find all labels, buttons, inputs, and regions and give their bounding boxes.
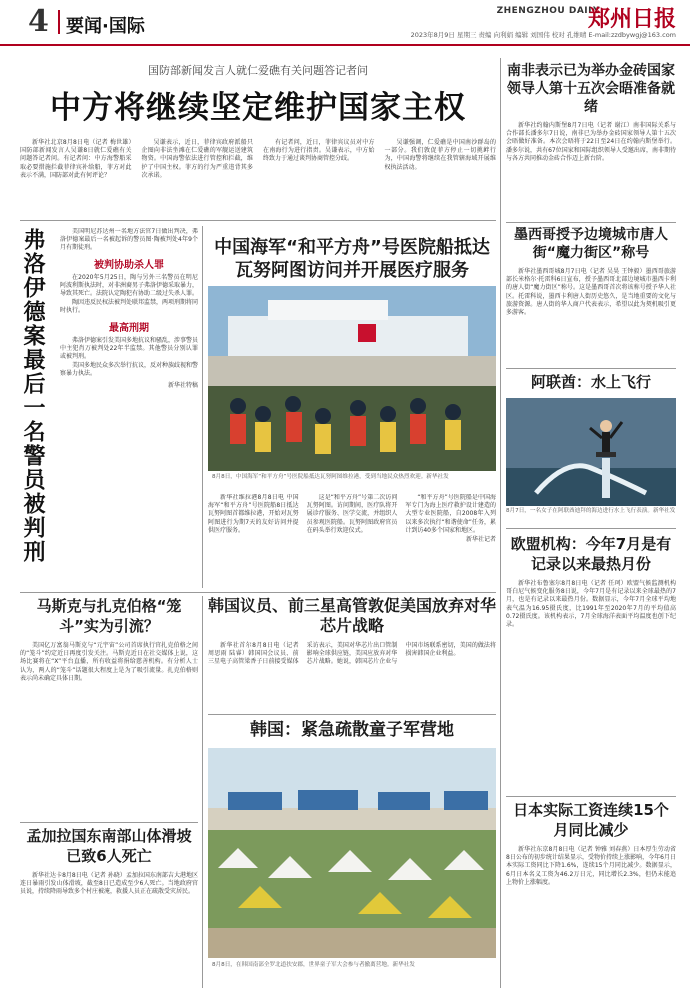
vertical-subhead-1: 被判协助杀人罪 — [94, 259, 164, 271]
water-flying-caption: 8月7日，一名女子在阿联酋迪拜的海边进行水上飞行表演。新华社发 — [506, 508, 676, 514]
feature-col-1 — [208, 494, 299, 545]
south-africa-paragraph: 新华社约翰内斯堡8月7日电（记者 谢江）南非国际关系与合作部长潘多尔7日说，南非已为举办金砖国家领导人第十五次会晤做好准备。本次会晤将于22日至24日在约翰内斯堡举行。潘多尔说，共有67位国家和国际组织领导人受邀出席，南非期待与各方共同推动金砖合作迈上新台阶。 — [506, 122, 676, 162]
feature-col-3 — [405, 494, 496, 545]
masthead-english: ZHENGZHOU DAILY — [496, 6, 600, 16]
europe-headline: 欧盟机构：今年7月是有记录以来最热月份 — [510, 535, 672, 573]
europe-paragraph: 新华社布鲁塞尔8月8日电（记者 任珂）欧盟气候监测机构哥白尼气候变化服务8日说，今年7月是有记录以来全球最热的7月，也是有记录以来最热月份。数据显示，今年7月全球平均地表气温为16.95摄氏度，比1991年至2020年7月的平均值高0.72摄氏度。该机构表示，7月全球海洋表面平均温度也创下纪录。 — [506, 580, 676, 629]
hospital-ship-photo — [208, 286, 496, 471]
rule-right-4 — [506, 796, 676, 797]
feature-paragraph: 新华社维拉港8月8日电 中国海军“和平方舟”号医院船8日抵达瓦努阿图首都维拉港，开始对瓦努阿图进行为期7天的友好访问并提供医疗服务。 — [208, 494, 299, 534]
rule-left-lower — [20, 592, 496, 593]
rule-vertical-right — [202, 226, 203, 588]
mexico-story — [506, 226, 676, 366]
korea-camp-story — [208, 720, 496, 746]
vertical-intro-text: 美国明尼苏达州一名地方法官7日做出判决，弗洛伊德案最后一名被起诉的警员图·陶被判处4年9个月有期徒刑。 — [60, 228, 198, 252]
japan-paragraph: 新华社东京8月8日电（记者 钟雅 刘春燕）日本厚生劳动省8日公布的初步统计结果显示，受物价持续上涨影响，今年6月日本实际工资同比下降1.6%，连续15个月同比减少。数据显示，6月日本名义工资为46.2万日元，同比增长2.3%，但仍未能追上物价上涨幅度。 — [506, 846, 676, 886]
lead-body-col-2 — [142, 139, 254, 181]
japan-headline: 日本实际工资连续15个月同比减少 — [513, 801, 669, 839]
bangladesh-headline: 孟加拉国东南部山体滑坡已致6人死亡 — [26, 827, 192, 865]
japan-body — [506, 846, 676, 887]
lead-body-col-1 — [20, 139, 132, 181]
musk-story — [20, 596, 198, 818]
rule-right-2 — [506, 368, 676, 369]
vertical-body-1 — [60, 274, 198, 316]
south-africa-story — [506, 62, 676, 220]
korea-us-headline: 韩国议员、前三星高管敦促美国放弃对华芯片战略 — [208, 596, 496, 635]
water-flying-illustration — [506, 398, 676, 506]
korea-us-story — [208, 596, 496, 712]
europe-body — [506, 580, 676, 629]
lead-body-paragraph: 新华社北京8月8日电（记者 梅世雄）国防部新闻发言人吴谦8日就仁爱礁有关问题答记者问。有记者问：中方海警船采取必要措施拦截菲律宾补给船，菲方对此表示不满，国防部对此有何评论？ — [20, 139, 132, 179]
korea-us-body — [208, 642, 496, 667]
vertical-paragraph: 美国多地民众多次举行抗议，反对种族歧视和警察暴力执法。 — [60, 362, 198, 378]
bangladesh-story — [20, 826, 198, 990]
masthead-logo: 郑州日报 — [587, 6, 676, 32]
south-africa-headline: 南非表示已为举办金砖国家领导人第十五次会晤准备就绪 — [507, 63, 675, 115]
water-flying-photo — [506, 398, 676, 506]
scout-camp-illustration — [208, 748, 496, 958]
uae-photo-headline: 阿联酋：水上飞行 — [530, 373, 651, 391]
feature-paragraph: 这是“和平方舟”号第二次访问瓦努阿图。访问期间，医疗队将开展诊疗服务、医学交流，并组织人员参观医院船。瓦努阿图政府官员在码头举行欢迎仪式。 — [306, 494, 398, 534]
lead-body-paragraph: 有记者问，近日，菲律宾议员对中方在南海行为进行指责。吴谦表示，中方始终致力于通过谈判协商管控分歧。 — [263, 139, 375, 163]
south-africa-body — [506, 122, 676, 163]
korea-camp-headline: 韩国：紧急疏散童子军营地 — [250, 720, 454, 740]
vertical-story — [60, 228, 198, 588]
lead-body-col-4 — [385, 139, 497, 181]
lead-headline: 中方将继续坚定维护国家主权 — [50, 90, 466, 126]
vertical-paragraph: 陶因违反民权法被判处联邦监禁，两项刑期将同时执行。 — [60, 299, 198, 315]
scout-camp-caption: 8月8日，在韩国南部全罗北道扶安郡，世界童子军大会参与者撤离营地。新华社发 — [212, 962, 415, 968]
feature-col-2 — [307, 494, 398, 545]
lead-story — [20, 62, 496, 220]
korea-us-paragraph: 新华社首尔8月8日电（记者 周思雨 陆睿）韩国国会议员、前三星电子高管梁香子日前接受媒体采访表示，美国对华芯片出口管制影响全球供应链，美国应放弃对华芯片战略。她说，韩国芯片企业与中国市场联系密切，美国的做法将损害韩国企业利益。 — [208, 642, 496, 666]
dateline: 2023年8月9日 星期三 责编 向利娟 编辑 刘国伟 校对 孔维晴 E-mail:zzdbywgj@163.com — [410, 31, 676, 39]
japan-story — [506, 800, 676, 990]
rule-right-3 — [506, 528, 676, 529]
rule-korea — [208, 714, 496, 715]
rule-right-1 — [506, 222, 676, 223]
section-divider — [58, 10, 60, 34]
page-number: 4 — [28, 4, 49, 39]
lead-body-paragraph: 吴谦表示，近日，菲律宾政府派船只企图向非法坐滩在仁爱礁的军舰运送建筑物资。中国海警依法进行管控和拦截，维护了中国主权。菲方的行为严重违背其多次承诺。 — [141, 139, 253, 179]
europe-story — [506, 534, 676, 794]
rule-under-lead — [20, 220, 496, 221]
rule-left-lower-2 — [20, 822, 198, 823]
feature-headline: 中国海军“和平方舟”号医院船抵达瓦努阿图访问并开展医疗服务 — [214, 237, 490, 281]
hospital-ship-caption: 8月8日，中国海军“和平方舟”号医院船抵达瓦努阿图维拉港，受到当地民众热烈欢迎。新华社发 — [212, 474, 449, 480]
vertical-intro — [60, 228, 198, 253]
lead-subhead: 国防部新闻发言人就仁爱礁有关问题答记者问 — [148, 64, 368, 77]
mexico-paragraph: 新华社墨西哥城8月7日电（记者 吴昊 王钟毅）墨西哥旅游部长米格尔·托雷科6日宣布，授予墨西哥北部边境城市墨西卡利的唐人街“魔力街区”称号。这是墨西哥首次将该称号授予华人社区。托雷科说，墨西卡利唐人街历史悠久，是当地重要的文化与旅游资源。唐人街的华人商户代表表示，希望以此为契机吸引更多游客。 — [506, 268, 676, 317]
scout-camp-photo — [208, 748, 496, 958]
bangladesh-paragraph: 新华社达卡8月8日电（记者 孙晓）孟加拉国东南部吉大港地区连日暴雨引发山体滑坡，截至8日已造成至少6人死亡。当地政府官员说，持续降雨导致多个村庄被淹，救援人员正在疏散受灾居民。 — [20, 872, 198, 896]
rule-left-lower-vertical — [202, 596, 203, 988]
mexico-body — [506, 268, 676, 317]
hospital-ship-illustration — [208, 286, 496, 471]
musk-headline: 马斯克与扎克伯格“笼斗”实为引流？ — [36, 597, 182, 635]
rule-right-column — [500, 58, 501, 988]
musk-paragraph: 美国亿万富翁马斯克与“元宇宙”公司首席执行官扎克伯格之间的“笼斗”约定近日再度引发关注。马斯克近日在社交媒体上说，这场比赛将在“X”平台直播，所有收益将捐给慈善机构。有分析人士认为，两人的“笼斗”话题很大程度上是为了吸引流量。扎克伯格则表示尚未确定具体日期。 — [20, 642, 198, 682]
feature-credit: 新华社记者 — [466, 536, 496, 544]
page-header — [0, 0, 690, 46]
vertical-headline: 弗洛伊德案最后一名警员被判刑 — [20, 228, 46, 564]
feature-body — [208, 494, 496, 590]
musk-body — [20, 642, 198, 683]
feature-paragraph: “和平方舟”号医院船是中国海军专门为海上医疗救护设计建造的大型专业医院船，自2008年入列以来多次执行“和谐使命”任务，累计到访40多个国家和地区。 — [405, 494, 496, 534]
vertical-body-2 — [60, 337, 198, 379]
section-name: 要闻·国际 — [66, 16, 145, 37]
vertical-subhead-2: 最高刑期 — [109, 322, 149, 334]
lead-body-col-3 — [263, 139, 375, 181]
lead-body-paragraph: 吴谦强调，仁爱礁是中国南沙群岛的一部分。我们敦促菲方停止一切挑衅行为，中国海警将继续在我管辖海域开展维权执法活动。 — [384, 139, 496, 171]
vertical-credit: 新华社特稿 — [167, 381, 198, 389]
bangladesh-body — [20, 872, 198, 897]
vertical-paragraph: 在2020年5月25日，陶与另外三名警员在明尼阿波利斯执法时，对非洲裔男子弗洛伊德采取暴力，导致其死亡。法院认定陶犯有协助二级过失杀人罪。 — [60, 273, 198, 298]
mexico-headline: 墨西哥授予边境城市唐人街“魔力街区”称号 — [514, 227, 668, 261]
vertical-paragraph: 弗洛伊德案引发美国多地抗议和骚乱，涉事警员中主犯肖万被判处22年半监禁。其他警员分别认罪或被判刑。 — [60, 336, 198, 361]
